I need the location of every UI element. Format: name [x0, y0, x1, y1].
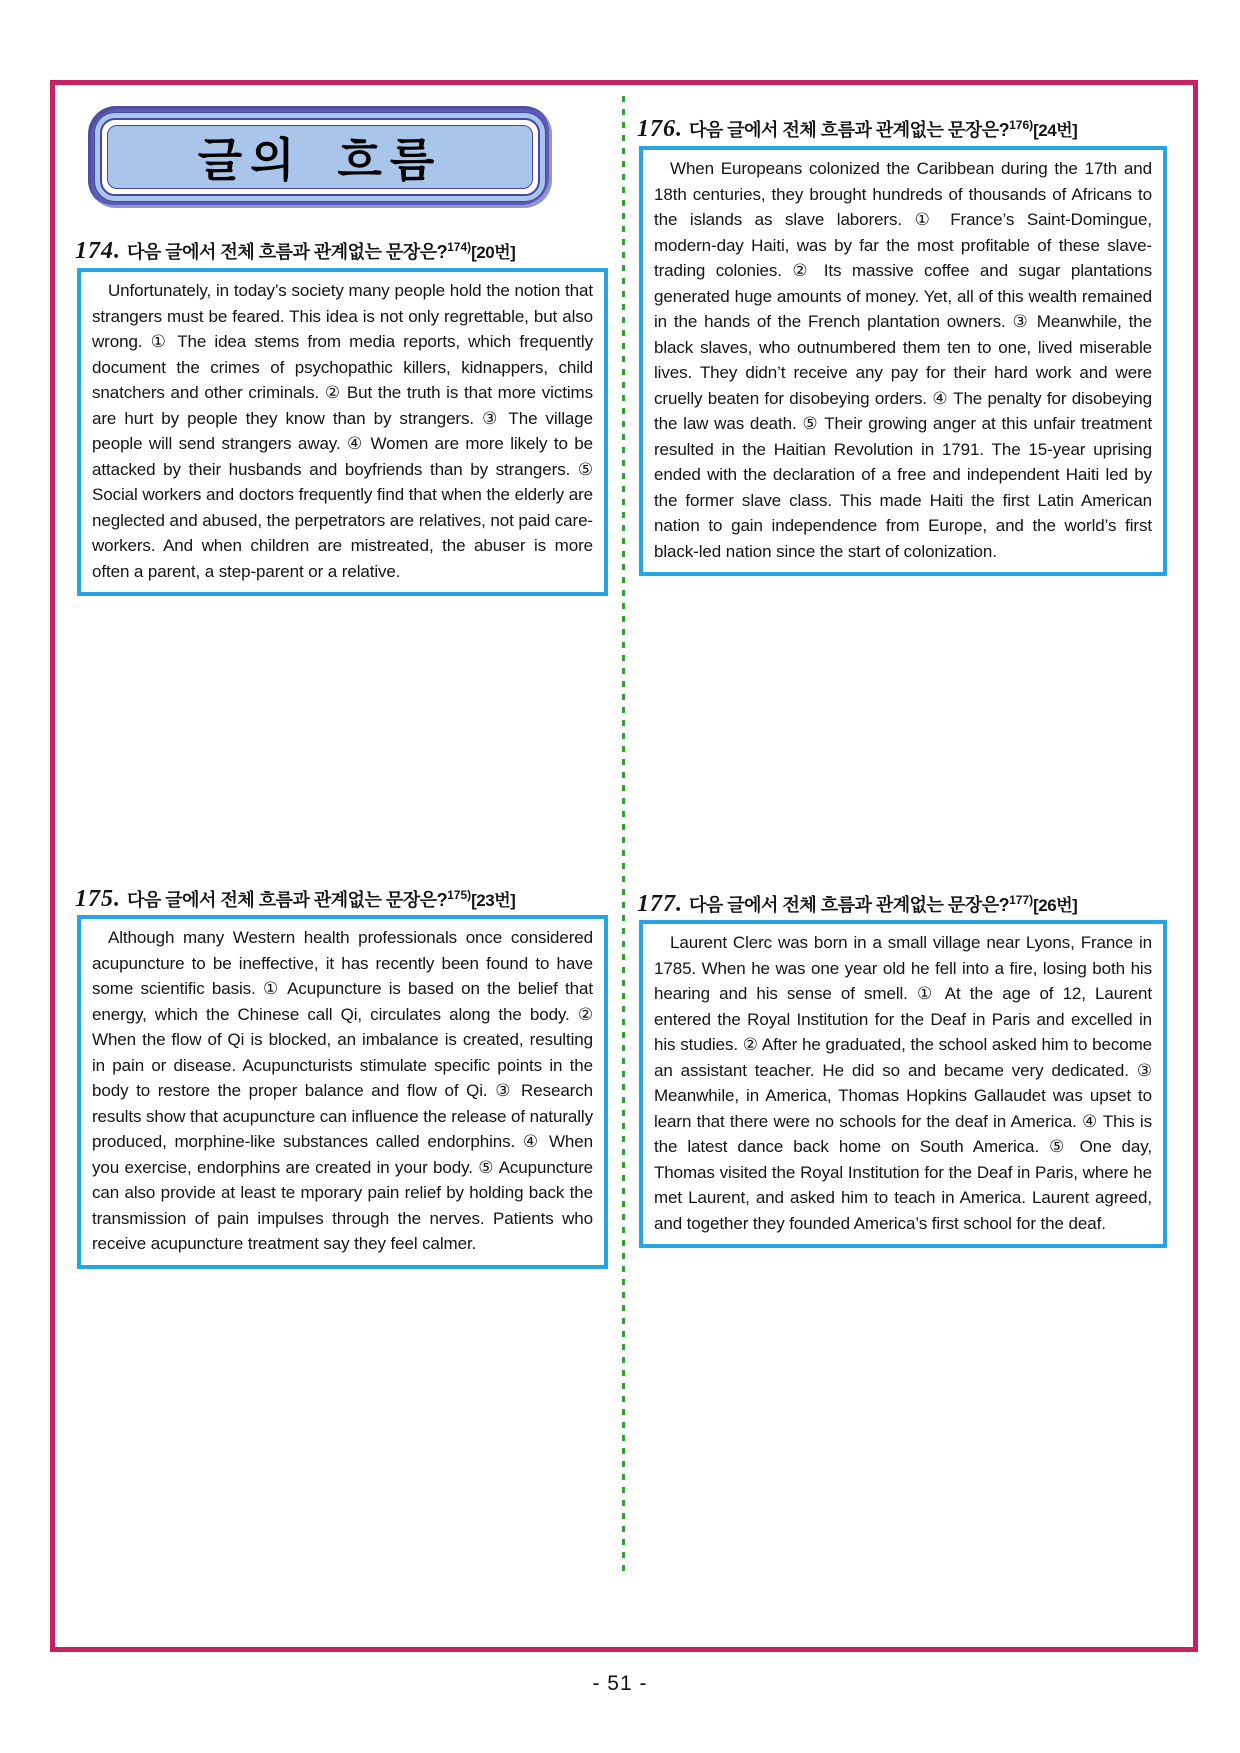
banner-ring	[94, 112, 546, 202]
source-tag: [24번]	[1033, 121, 1078, 140]
passage-text-175: Although many Western health professionals once considered acupuncture to be ineffective, it has recently been found to have some scientific basis. ① Acupuncture is based on the belief that energy, which the Chinese call Qi, circulates along the body. ② When the flow of Qi is blocked, an imbalance is created, resulting in pain or disease. Acupuncturists stimulate specific points in the body to restore the proper balance and flow of Qi. ③ Research results show that acupuncture can influence the release of naturally produced, morphine-like substances called endorphins. ④ When you exercise, endorphins are created in your body. ⑤ Acupuncture can also provide at least te mporary pain relief by holding back the transmission of pain impulses through the nerves. Patients who receive acupuncture treatment say they feel calmer.	[92, 928, 593, 1253]
question-174-header	[75, 238, 515, 265]
question-176-header	[637, 116, 1077, 143]
question-number: 177.	[637, 891, 683, 917]
source-tag: [23번]	[471, 891, 516, 910]
source-tag: [26번]	[1033, 896, 1078, 915]
passage-text-177: Laurent Clerc was born in a small village near Lyons, France in 1785. When he was one year old he fell into a fire, losing both his hearing and his sense of smell. ① At the age of 12, Laurent entered the Royal Institution for the Deaf in Paris and excelled in his studies. ② After he graduated, the school asked him to become an assistant teacher. He did so and became very dedicated. ③ Meanwhile, in America, Thomas Hopkins Gallaudet was upset to learn that there were no schools for the deaf in America. ④ This is the latest dance back home on South America. ⑤ One day, Thomas visited the Royal Institution for the Deaf in Paris, where he met Laurent, and asked him to teach in America. Laurent agreed, and together they founded America’s first school for the deaf.	[654, 933, 1152, 1233]
banner-ring-inner	[100, 118, 540, 196]
passage-box-175	[77, 915, 608, 1269]
passage-box-176	[639, 146, 1167, 576]
question-prompt: 다음 글에서 전체 흐름과 관계없는 문장은?	[127, 890, 448, 910]
footnote-marker: 177)	[1009, 893, 1034, 907]
column-divider	[622, 96, 625, 1578]
section-title: 글의 흐름	[197, 134, 443, 186]
question-175-header	[75, 886, 515, 913]
footnote-marker: 174)	[447, 240, 472, 254]
passage-text-174: Unfortunately, in today’s society many people hold the notion that strangers must be feared. This idea is not only regrettable, but also wrong. ① The idea stems from media reports, which frequently document the crimes of psychopathic killers, kidnappers, child snatchers and other criminals. ② But the truth is that more victims are hurt by people they know than by strangers. ③ The village people will send strangers away. ④ Women are more likely to be attacked by their husbands and boyfriends than by strangers. ⑤ Social workers and doctors frequently find that when the elderly are neglected and abused, the perpetrators are relatives, not paid care-workers. And when children are mistreated, the abuser is more often a parent, a step-parent or a relative.	[92, 281, 593, 581]
page-number: - 51 -	[592, 1672, 648, 1695]
question-number: 175.	[75, 886, 121, 912]
passage-text-176: When Europeans colonized the Caribbean during the 17th and 18th centuries, they brought hundreds of thousands of Africans to the islands as slave laborers. ① France’s Saint-Domingue, modern-day Haiti, was by far the most profitable of these slave-trading colonies. ② Its massive coffee and sugar plantations generated huge amounts of money. Yet, all of this wealth remained in the hands of the French plantation owners. ③ Meanwhile, the black slaves, who outnumbered them ten to one, lived miserable lives. They didn’t receive any pay for their hard work and were cruelly beaten for disobeying orders. ④ The penalty for disobeying the law was death. ⑤ Their growing anger at this unfair treatment resulted in the Haitian Revolution in 1791. The 15-year uprising ended with the declaration of a free and independent Haiti led by the former slave class. This made Haiti the first Latin American nation to gain independence from Europe, and the world’s first black-led nation since the start of colonization.	[654, 159, 1152, 561]
passage-box-177	[639, 920, 1167, 1248]
question-prompt: 다음 글에서 전체 흐름과 관계없는 문장은?	[689, 895, 1010, 915]
question-177-header	[637, 891, 1077, 918]
question-prompt: 다음 글에서 전체 흐름과 관계없는 문장은?	[689, 120, 1010, 140]
question-number: 174.	[75, 238, 121, 264]
footnote-marker: 176)	[1009, 118, 1034, 132]
banner-fill	[107, 125, 533, 189]
question-prompt: 다음 글에서 전체 흐름과 관계없는 문장은?	[127, 242, 448, 262]
question-number: 176.	[637, 116, 683, 142]
passage-box-174	[77, 268, 608, 596]
source-tag: [20번]	[471, 243, 516, 262]
footnote-marker: 175)	[447, 888, 472, 902]
section-title-banner	[88, 106, 552, 208]
